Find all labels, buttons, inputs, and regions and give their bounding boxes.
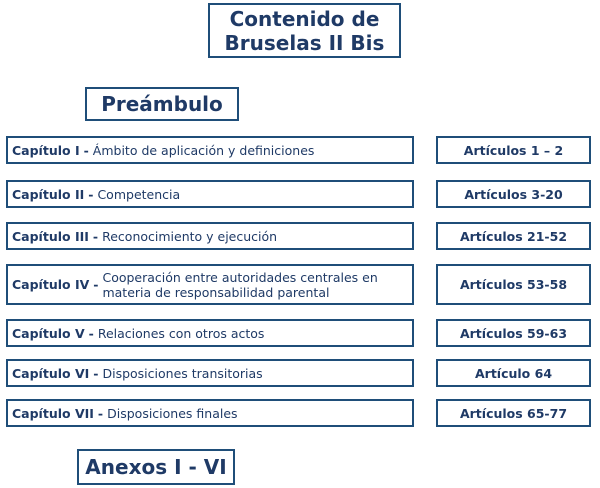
chapter-box-5 [6, 319, 414, 347]
chapter-separator: - [97, 405, 104, 421]
chapter-number: Capítulo VI [12, 365, 90, 381]
annexes-box [77, 449, 235, 485]
articles-box-4 [436, 264, 591, 305]
chapter-description: Disposiciones finales [107, 405, 238, 421]
chapter-description: Cooperación entre autoridades centrales en materia de responsabilidad parental [102, 269, 378, 300]
chapter-description: Relaciones con otros actos [97, 325, 265, 341]
articles-box-2 [436, 180, 591, 208]
chapter-number: Capítulo II [12, 186, 85, 202]
chapter-box-7 [6, 399, 414, 427]
chapter-separator: - [92, 228, 99, 244]
chapter-box-1 [6, 136, 414, 164]
annexes-label: Anexos I - VI [85, 455, 227, 479]
articles-box-5 [436, 319, 591, 347]
chapter-separator: - [93, 277, 99, 292]
chapter-description: Ámbito de aplicación y definiciones [92, 142, 315, 158]
diagram-title: Contenido de Bruselas II Bis [224, 6, 385, 55]
chapter-box-2 [6, 180, 414, 208]
articles-label: Artículos 59-63 [459, 325, 568, 341]
articles-box-3 [436, 222, 591, 250]
chapter-box-4 [6, 264, 414, 305]
chapter-description: Competencia [97, 186, 181, 202]
articles-label: Artículos 21-52 [459, 228, 568, 244]
chapter-separator: - [83, 142, 89, 158]
articles-label: Artículos 65-77 [459, 405, 568, 421]
title-box [208, 3, 401, 58]
chapter-box-3 [6, 222, 414, 250]
chapter-description: Reconocimiento y ejecución [102, 228, 278, 244]
chapter-separator: - [88, 325, 94, 341]
articles-label: Artículos 53-58 [459, 277, 568, 292]
articles-label: Artículos 1 – 2 [463, 142, 564, 158]
preamble-box [85, 87, 239, 121]
articles-box-6 [436, 359, 591, 387]
chapter-description: Disposiciones transitorias [102, 365, 263, 381]
chapter-number: Capítulo IV [12, 277, 90, 292]
chapter-number: Capítulo I [12, 142, 80, 158]
chapter-number: Capítulo V [12, 325, 85, 341]
articles-label: Artículos 3-20 [464, 186, 563, 202]
preamble-label: Preámbulo [101, 92, 223, 116]
chapter-separator: - [93, 365, 99, 381]
chapter-number: Capítulo III [12, 228, 89, 244]
articles-box-7 [436, 399, 591, 427]
chapter-box-6 [6, 359, 414, 387]
chapter-separator: - [88, 186, 94, 202]
articles-box-1 [436, 136, 591, 164]
articles-label: Artículo 64 [474, 365, 553, 381]
chapter-number: Capítulo VII [12, 405, 94, 421]
